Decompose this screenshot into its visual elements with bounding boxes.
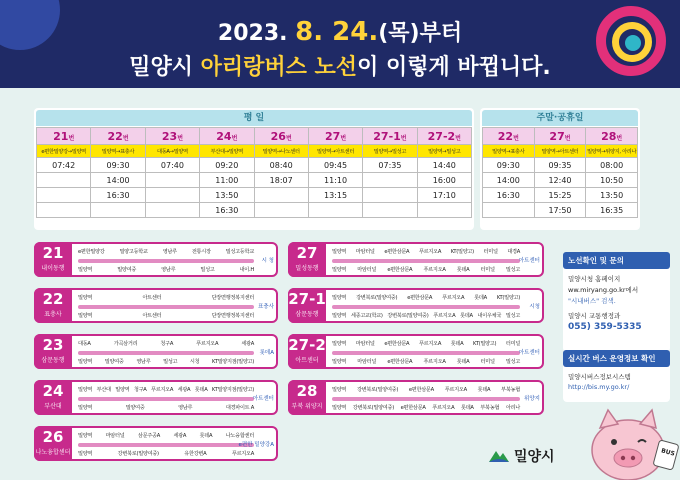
route-line bbox=[332, 305, 520, 309]
bus-stop-label: 내이우체국 bbox=[477, 313, 502, 319]
route-map-24 bbox=[34, 380, 278, 415]
bus-stop-label: 밀양역 bbox=[78, 359, 93, 365]
stop-list bbox=[78, 358, 254, 365]
bus-stop-label: 롯데A bbox=[450, 341, 464, 347]
bus-stop-label: 마암터널 bbox=[355, 249, 375, 255]
route-destination: 삼문동행 bbox=[41, 357, 65, 364]
departure-time-cell: 09:30 bbox=[483, 158, 535, 173]
route-label bbox=[288, 380, 326, 415]
route-label bbox=[34, 380, 72, 415]
departure-time-cell: 11:00 bbox=[200, 173, 254, 188]
departure-time-cell: 13:50 bbox=[586, 188, 638, 203]
bus-stop-label: 세광A bbox=[173, 433, 187, 439]
inquiry-heading: 노선확인 및 문의 bbox=[563, 252, 670, 269]
route-line bbox=[78, 351, 254, 355]
bus-stop-label: 삼문주공A bbox=[137, 433, 160, 439]
bus-stop-label: e편한삼문A bbox=[387, 267, 413, 273]
bus-stop-label: 밀양역 bbox=[78, 405, 93, 411]
route-map-22 bbox=[34, 288, 278, 323]
departure-time-cell: 16:30 bbox=[483, 188, 535, 203]
bus-stop-label: 가곡삼거리 bbox=[113, 341, 138, 347]
bus-stop-label: 터미널 bbox=[480, 267, 495, 273]
route-number: 21 bbox=[42, 244, 64, 262]
departure-time-cell bbox=[417, 203, 471, 218]
bus-stop-label: 아리나 bbox=[505, 405, 520, 411]
bus-card-label: BUS bbox=[660, 447, 676, 458]
bus-stop-label: 푸르지오A bbox=[418, 249, 442, 255]
bus-stop-label: e편한삼문A bbox=[407, 295, 433, 301]
route-map-27 bbox=[288, 242, 544, 277]
table-row bbox=[37, 203, 472, 218]
bus-stop-label: 밀양역 bbox=[78, 451, 93, 457]
departure-time-cell: 16:35 bbox=[586, 203, 638, 218]
bus-stop-label: 마암터널 bbox=[355, 341, 375, 347]
bus-stop-label: 강변북로(밀양여중) bbox=[117, 451, 159, 457]
bis-name: 밀양시버스정보시스템 bbox=[568, 373, 631, 381]
bus-stop-label: 밀성고 bbox=[505, 359, 520, 365]
route-terminus: 롯데A bbox=[259, 350, 274, 356]
departure-time-cell: 07:40 bbox=[145, 158, 199, 173]
header-banner bbox=[0, 0, 680, 88]
stop-list bbox=[78, 340, 254, 347]
route-terminus: 표충사 bbox=[258, 304, 274, 310]
bus-stop-label: 밀양역 bbox=[332, 313, 347, 319]
stop-list bbox=[78, 432, 254, 439]
bus-stop-label: 푸르지오A bbox=[231, 451, 254, 457]
bus-stop-label: KT밀양지점(밀양고) bbox=[212, 359, 254, 365]
stop-list bbox=[332, 248, 520, 255]
bus-stop-label: 나노융합센터 bbox=[225, 433, 254, 439]
departure-time-cell bbox=[37, 188, 91, 203]
date-title: 2023. 8. 24.(목)부터 bbox=[217, 17, 463, 47]
table-row bbox=[37, 158, 472, 173]
bus-stop-label: 단장면행정복지센터 bbox=[211, 295, 254, 301]
route-map-27-1 bbox=[288, 288, 544, 323]
route-terminus: 아트센터 bbox=[518, 350, 540, 356]
route-map-23 bbox=[34, 334, 278, 369]
bus-stop-label: 강변북로(밀양여중) bbox=[356, 387, 399, 393]
bus-stop-label: 밀성고 bbox=[505, 267, 520, 273]
stop-list bbox=[78, 450, 254, 457]
route-number-header: 21번 bbox=[37, 128, 91, 145]
route-number-header: 27번 bbox=[534, 128, 586, 145]
table-row bbox=[483, 188, 638, 203]
bus-stop-label: 아트센터 bbox=[142, 295, 162, 301]
route-direction-header: 밀양역→아트센터 bbox=[534, 145, 586, 158]
departure-time-cell bbox=[363, 203, 417, 218]
bus-stop-label: 시청 bbox=[189, 359, 200, 365]
route-direction-header: 밀양역→위양지, 아리나 bbox=[586, 145, 638, 158]
departure-time-cell: 12:40 bbox=[534, 173, 586, 188]
bus-stop-label: 부북농협 bbox=[480, 405, 500, 411]
bus-stop-label: e편한삼문A bbox=[400, 405, 426, 411]
bus-stop-label: KT(밀양고) bbox=[450, 249, 474, 255]
bus-stop-label: 강변북로(밀양여중) bbox=[387, 313, 429, 319]
bus-stop-label: 밀양역 bbox=[78, 387, 93, 393]
route-map-26 bbox=[34, 426, 278, 461]
bus-stop-label: 유한강변A bbox=[184, 451, 207, 457]
route-number-header: 27-1번 bbox=[363, 128, 417, 145]
route-number-header: 27-2번 bbox=[417, 128, 471, 145]
route-number-header: 22번 bbox=[483, 128, 535, 145]
route-direction-header: 밀양역→밀성고 bbox=[417, 145, 471, 158]
bus-stop-label: 대동A bbox=[78, 341, 91, 347]
bus-stop-label: 내이.H bbox=[239, 267, 254, 273]
bis-link[interactable]: http://bis.my.go.kr/ bbox=[568, 383, 630, 391]
table-row bbox=[37, 173, 472, 188]
bus-stop-label: 밀성고 bbox=[200, 267, 215, 273]
bus-stop-label: e편한삼문A bbox=[408, 387, 434, 393]
departure-time-cell bbox=[37, 203, 91, 218]
route-line bbox=[332, 259, 520, 263]
departure-time-cell: 15:25 bbox=[534, 188, 586, 203]
stop-list bbox=[78, 248, 254, 255]
departure-time-cell bbox=[145, 188, 199, 203]
table-row bbox=[483, 173, 638, 188]
departure-time-cell: 10:50 bbox=[586, 173, 638, 188]
departure-time-cell bbox=[483, 203, 535, 218]
stop-list bbox=[78, 294, 254, 301]
route-label bbox=[288, 242, 326, 277]
route-number: 23 bbox=[42, 336, 64, 354]
bus-stop-label: 푸르지오A bbox=[423, 267, 446, 273]
bus-stop-label: 영남루 bbox=[162, 249, 177, 255]
bus-stop-label: 푸르지오A bbox=[442, 295, 465, 301]
bus-stop-label: 밀양고등학교 bbox=[119, 249, 148, 255]
stop-list bbox=[332, 266, 520, 273]
route-destination: 삼문동행 bbox=[295, 311, 319, 318]
bus-stop-label: 롯데A bbox=[199, 433, 213, 439]
bus-stop-label: KT밀양지점(밀양고) bbox=[211, 387, 254, 393]
bus-stop-label: e편한삼문A bbox=[387, 359, 413, 365]
search-hint: "시내버스" 검색. bbox=[568, 297, 616, 305]
bus-stop-label: 마암터널 bbox=[357, 267, 377, 273]
route-destination: 밀성동행 bbox=[295, 265, 319, 272]
contact-info-panel bbox=[563, 252, 670, 352]
bus-stop-label: 밀양역 bbox=[332, 267, 347, 273]
logo-text: 밀양시 bbox=[514, 449, 555, 465]
bus-stop-label: 부산대 bbox=[96, 387, 111, 393]
bus-stop-label: 밀양역 bbox=[78, 313, 93, 319]
route-line bbox=[78, 259, 254, 263]
bus-stop-label: 강변북로(밀양여중) bbox=[352, 405, 394, 411]
route-direction-header: 밀양역→나노센터 bbox=[254, 145, 308, 158]
info-line: 밀양시청 홈페이지 bbox=[568, 275, 621, 283]
bus-stop-label: 밀성고 bbox=[505, 313, 520, 319]
route-direction-header: 밀양역→표충사 bbox=[483, 145, 535, 158]
bus-stop-label: 밀양여중 bbox=[104, 359, 124, 365]
bus-stop-label: 밀양역 bbox=[332, 387, 347, 393]
bus-stop-label: 영남루 bbox=[178, 405, 193, 411]
departure-time-cell: 17:50 bbox=[534, 203, 586, 218]
bus-stop-label: 전통시장 bbox=[191, 249, 211, 255]
route-number: 26 bbox=[42, 428, 64, 446]
route-label bbox=[288, 334, 326, 369]
bus-stop-label: 대경파이트 A bbox=[225, 405, 254, 411]
departure-time-cell: 11:10 bbox=[308, 173, 362, 188]
route-map-28 bbox=[288, 380, 544, 415]
homepage-link[interactable]: ww.miryang.go.kr에서 bbox=[568, 286, 639, 294]
bus-stop-label: 롯데A bbox=[456, 359, 470, 365]
bus-stop-label: 푸르지오A bbox=[444, 387, 467, 393]
bus-stop-label: 영남루 bbox=[136, 359, 151, 365]
weekend-timetable bbox=[482, 127, 638, 218]
departure-time-cell: 08:40 bbox=[254, 158, 308, 173]
city-emblem-icon bbox=[488, 448, 510, 464]
department: 밀양시 교통행정과 bbox=[568, 312, 621, 320]
route-number-header: 26번 bbox=[254, 128, 308, 145]
departure-time-cell: 13:50 bbox=[200, 188, 254, 203]
bus-stop-label: 롯데A bbox=[456, 267, 470, 273]
bus-stop-label: 푸르지오A bbox=[151, 387, 174, 393]
departure-time-cell bbox=[37, 173, 91, 188]
departure-time-cell bbox=[254, 203, 308, 218]
departure-time-cell: 09:45 bbox=[308, 158, 362, 173]
bus-stop-label: 터미널 bbox=[505, 341, 520, 347]
route-destination: 부북 위양지 bbox=[291, 403, 323, 410]
departure-time-cell bbox=[145, 173, 199, 188]
route-label bbox=[34, 426, 72, 461]
stop-list bbox=[332, 312, 520, 319]
bus-stop-label: 대경A bbox=[507, 249, 520, 255]
route-number-header: 24번 bbox=[200, 128, 254, 145]
route-line bbox=[78, 443, 254, 447]
bus-stop-label: 푸르지오A bbox=[418, 341, 442, 347]
bus-stop-label: 세종고교(학교) bbox=[350, 313, 383, 319]
departure-time-cell bbox=[308, 203, 362, 218]
table-row bbox=[483, 203, 638, 218]
bus-stop-label: 단장면행정복지센터 bbox=[211, 313, 254, 319]
departure-time-cell bbox=[91, 203, 145, 218]
bus-stop-label: 푸르지오A bbox=[423, 359, 446, 365]
weekday-title: 평 일 bbox=[36, 110, 472, 126]
route-label bbox=[288, 288, 326, 323]
stop-list bbox=[78, 404, 254, 411]
route-terminus: 시청 bbox=[529, 304, 540, 310]
route-destination: 부산대 bbox=[44, 403, 62, 410]
route-label bbox=[34, 288, 72, 323]
route-destination: 내이동행 bbox=[41, 265, 65, 272]
bus-stop-label: 밀양역 bbox=[332, 341, 347, 347]
stop-list bbox=[332, 340, 520, 347]
departure-time-cell bbox=[363, 188, 417, 203]
departure-time-cell: 16:00 bbox=[417, 173, 471, 188]
pig-mascot-icon bbox=[586, 402, 680, 480]
stop-list bbox=[332, 294, 520, 301]
bus-stop-label: 밀양여중 bbox=[117, 267, 137, 273]
route-direction-header: 부산대→밀양역 bbox=[200, 145, 254, 158]
route-destination: 표충사 bbox=[44, 311, 62, 318]
route-destination: 아트센터 bbox=[295, 357, 319, 364]
bus-stop-label: 푸르지오A bbox=[196, 341, 219, 347]
bus-stop-label: 아트센터 bbox=[142, 313, 162, 319]
departure-time-cell: 16:30 bbox=[200, 203, 254, 218]
route-terminus: 위양지 bbox=[524, 396, 540, 402]
departure-time-cell: 09:30 bbox=[91, 158, 145, 173]
route-direction-header: 밀양역→밀성고 bbox=[363, 145, 417, 158]
departure-time-cell bbox=[254, 188, 308, 203]
stop-list bbox=[78, 386, 254, 393]
route-terminus: 아트센터 bbox=[518, 258, 540, 264]
route-number: 28 bbox=[296, 382, 318, 400]
route-number-header: 22번 bbox=[91, 128, 145, 145]
bus-stop-label: 롯데A bbox=[477, 387, 491, 393]
stop-list bbox=[332, 386, 520, 393]
weekday-timetable bbox=[36, 127, 472, 218]
bus-stop-label: 밀양역 bbox=[78, 433, 93, 439]
stop-list bbox=[332, 358, 520, 365]
departure-time-cell: 13:15 bbox=[308, 188, 362, 203]
route-line bbox=[332, 351, 520, 355]
bus-stop-label: 밀성고등학교 bbox=[225, 249, 254, 255]
route-map-21 bbox=[34, 242, 278, 277]
bus-stop-label: 마암터널 bbox=[105, 433, 125, 439]
bus-stop-label: 터미널 bbox=[483, 249, 498, 255]
route-terminus: 시 청 bbox=[261, 258, 274, 264]
table-row bbox=[37, 188, 472, 203]
bus-stop-label: 부북농협 bbox=[501, 387, 520, 393]
bus-stop-label: 푸르지오A bbox=[432, 405, 455, 411]
bus-stop-label: 밀양역 bbox=[78, 267, 93, 273]
stop-list bbox=[78, 266, 254, 273]
table-row bbox=[483, 158, 638, 173]
route-direction-header: 대동A→밀양역 bbox=[145, 145, 199, 158]
bus-stop-label: KT(밀양고) bbox=[496, 295, 520, 301]
stop-list bbox=[78, 312, 254, 319]
route-direction-header: 밀양역→표충사 bbox=[91, 145, 145, 158]
bus-stop-label: 롯데A bbox=[474, 295, 487, 301]
route-destination: 나노융합센터 bbox=[35, 449, 71, 456]
bus-stop-label: 영남루 bbox=[161, 267, 176, 273]
miryang-logo bbox=[488, 446, 555, 466]
route-terminus: e편한 밀양강A bbox=[238, 442, 274, 448]
bus-stop-label: 푸르지오A bbox=[433, 313, 456, 319]
route-number: 27-1 bbox=[288, 290, 326, 308]
departure-time-cell bbox=[145, 203, 199, 218]
route-number-header: 27번 bbox=[308, 128, 362, 145]
bus-stop-label: 밀양역 bbox=[332, 359, 347, 365]
route-label bbox=[34, 334, 72, 369]
route-line bbox=[332, 397, 520, 401]
departure-time-cell: 07:42 bbox=[37, 158, 91, 173]
bus-stop-label: e편한밀양강 bbox=[78, 249, 105, 255]
bus-stop-label: 청구A bbox=[160, 341, 174, 347]
departure-time-cell bbox=[363, 173, 417, 188]
bus-stop-label: e편한삼문A bbox=[384, 341, 410, 347]
bus-stop-label: KT(밀양고) bbox=[473, 341, 497, 347]
route-line bbox=[78, 397, 254, 401]
bus-stop-label: 강변북로(밀양여중) bbox=[356, 295, 398, 301]
bus-stop-label: 마암터널 bbox=[357, 359, 377, 365]
change-title: 밀양시 아리랑버스 노선이 이렇게 바뀝니다. bbox=[129, 55, 551, 80]
bus-stop-label: 밀양역 bbox=[332, 405, 347, 411]
bus-stop-label: e편한삼문A bbox=[384, 249, 410, 255]
route-map-27-2 bbox=[288, 334, 544, 369]
bus-stop-label: 롯데A bbox=[194, 387, 208, 393]
stop-list bbox=[332, 404, 520, 411]
departure-time-cell: 07:35 bbox=[363, 158, 417, 173]
bus-stop-label: 세광A bbox=[241, 341, 254, 347]
departure-time-cell: 09:35 bbox=[534, 158, 586, 173]
bus-stop-label: 롯데A bbox=[461, 405, 474, 411]
departure-time-cell: 09:20 bbox=[200, 158, 254, 173]
route-number-header: 28번 bbox=[586, 128, 638, 145]
bus-stop-label: 세광A bbox=[177, 387, 191, 393]
departure-time-cell: 16:30 bbox=[91, 188, 145, 203]
bus-stop-label: 밀성고 bbox=[163, 359, 178, 365]
departure-time-cell: 14:00 bbox=[91, 173, 145, 188]
departure-time-cell: 17:10 bbox=[417, 188, 471, 203]
bus-stop-label: 밀양여중 bbox=[125, 405, 145, 411]
route-direction-header: e편한밀양강→밀양역 bbox=[37, 145, 91, 158]
bus-stop-label: 청구A bbox=[133, 387, 147, 393]
route-label bbox=[34, 242, 72, 277]
realtime-heading: 실시간 버스 운영정보 확인 bbox=[563, 350, 670, 367]
route-direction-header: 밀양역→아트센터 bbox=[308, 145, 362, 158]
route-number: 27 bbox=[296, 244, 318, 262]
route-number-header: 23번 bbox=[145, 128, 199, 145]
route-number: 27-2 bbox=[288, 336, 326, 354]
departure-time-cell: 08:00 bbox=[586, 158, 638, 173]
realtime-info-panel bbox=[563, 350, 670, 402]
route-line bbox=[78, 305, 254, 309]
departure-time-cell: 14:40 bbox=[417, 158, 471, 173]
phone-number: 055) 359-5335 bbox=[568, 322, 642, 332]
bus-stop-label: 밀양역 bbox=[332, 295, 347, 301]
bus-stop-label: 밀양역 bbox=[78, 295, 93, 301]
route-number: 24 bbox=[42, 382, 64, 400]
bus-stop-label: 밀양역 bbox=[332, 249, 347, 255]
bus-stop-label: 밀양역 bbox=[115, 387, 130, 393]
bus-stop-label: 터미널 bbox=[480, 359, 495, 365]
weekend-title: 주말·공휴일 bbox=[482, 110, 638, 126]
route-terminus: 아트센터 bbox=[252, 396, 274, 402]
departure-time-cell: 18:07 bbox=[254, 173, 308, 188]
departure-time-cell: 14:00 bbox=[483, 173, 535, 188]
bus-stop-label: 롯데A bbox=[460, 313, 473, 319]
route-number: 22 bbox=[42, 290, 64, 308]
